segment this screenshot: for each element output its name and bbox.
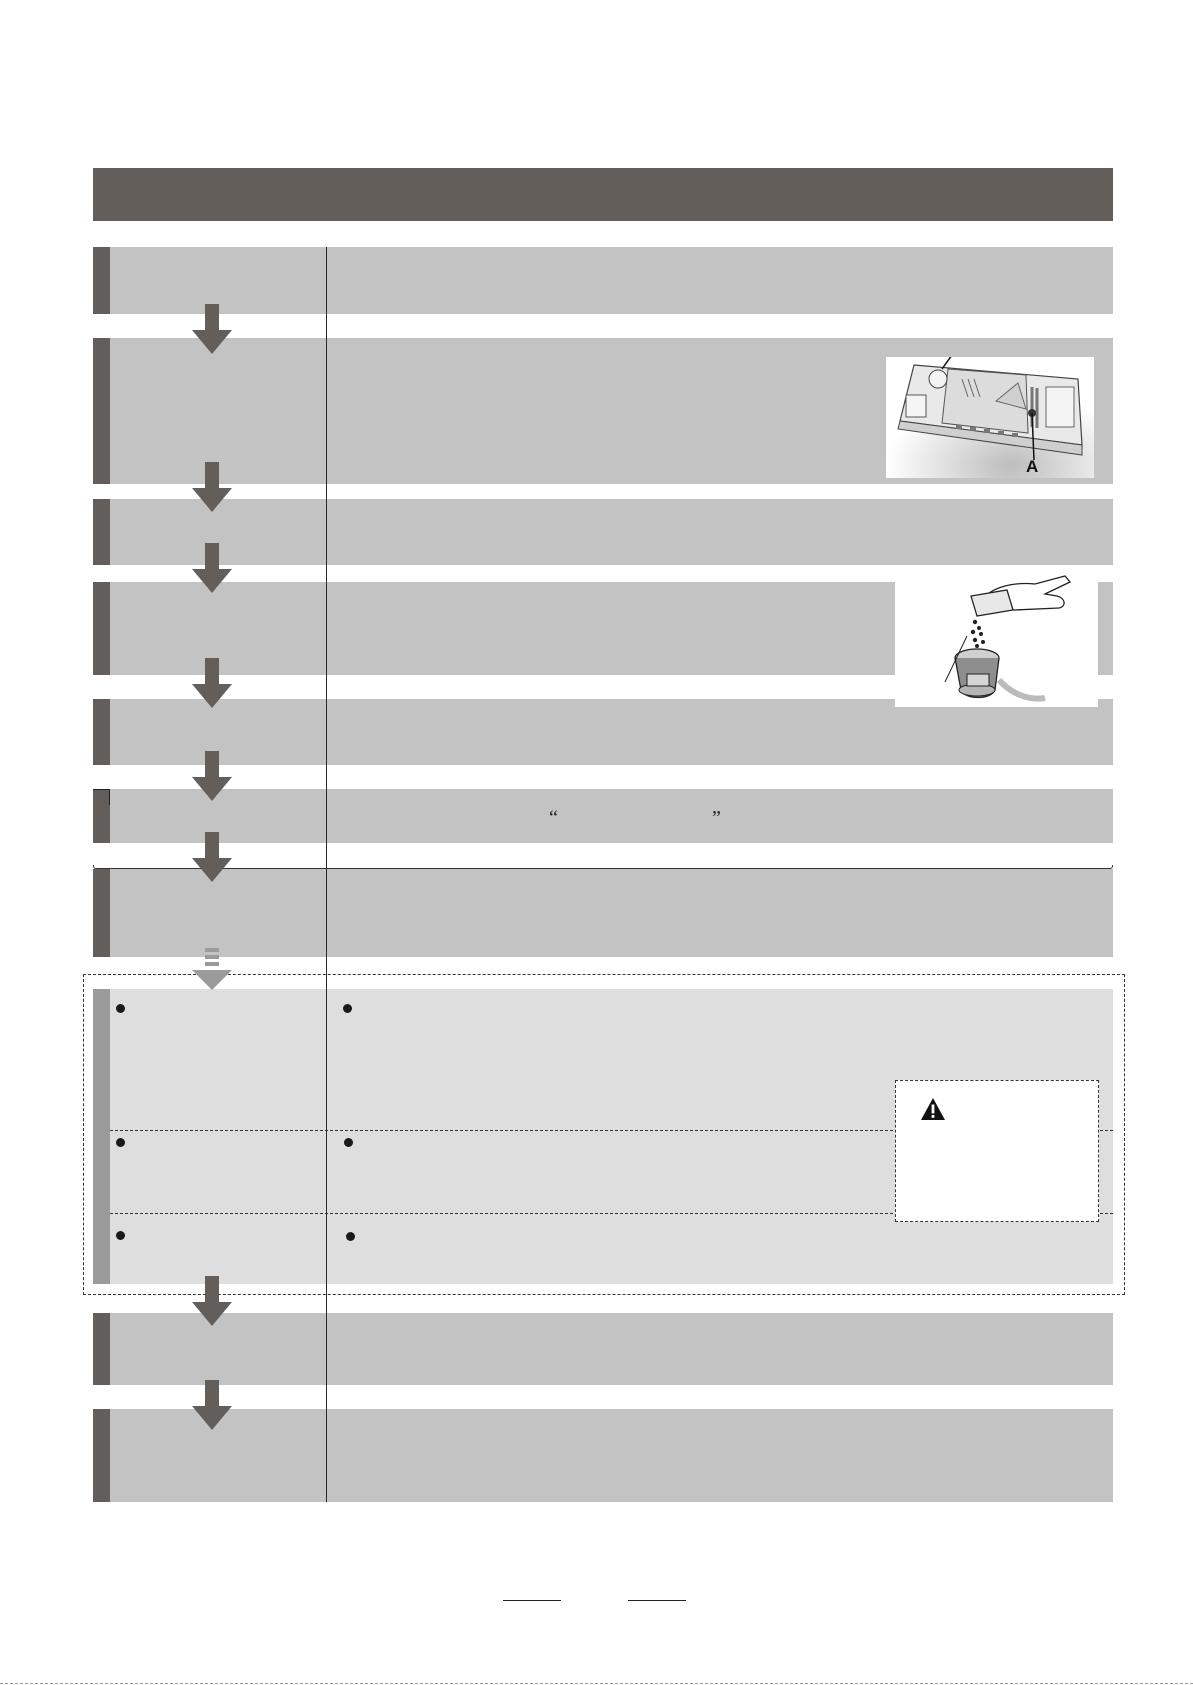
step-3-row	[93, 499, 1113, 565]
optional-arrow-down-icon	[192, 948, 232, 1000]
step-3-accent	[93, 499, 110, 565]
step-5-accent	[93, 699, 110, 765]
option-1-bullet-right	[343, 1004, 352, 1013]
filling-illustration	[895, 570, 1098, 707]
step-5-row	[93, 699, 1113, 765]
arrow-down-icon	[192, 751, 232, 803]
option-2-bullet-right	[344, 1138, 353, 1147]
page-bottom-edge	[0, 1683, 1193, 1684]
arrow-down-icon	[192, 304, 232, 356]
arrow-down-icon	[192, 658, 232, 710]
dispenser-illustration	[886, 357, 1094, 478]
arrow-down-icon	[192, 832, 232, 884]
footer-line-left	[503, 1600, 561, 1601]
optional-section-accent	[93, 989, 110, 1284]
step-8-accent	[93, 1313, 110, 1385]
arrow-down-icon	[192, 543, 232, 595]
section-header-bar	[93, 168, 1113, 221]
step-2-accent	[93, 338, 110, 484]
step-8-row	[93, 1313, 1113, 1385]
option-3-bullet-right	[346, 1232, 355, 1241]
option-1-bullet-left	[116, 1004, 125, 1013]
step-4-accent	[93, 582, 110, 675]
option-3-bullet-left	[116, 1231, 125, 1240]
step-1-row	[93, 247, 1113, 314]
step-9-row	[93, 1409, 1113, 1502]
step-7-accent	[93, 869, 110, 957]
pouring-hand-icon	[895, 570, 1098, 707]
column-divider	[326, 247, 327, 1502]
step-7-row	[93, 869, 1113, 957]
part-label-a: A	[1026, 457, 1039, 476]
open-quote: “	[549, 807, 558, 829]
arrow-down-icon	[192, 462, 232, 514]
footer-line-right	[628, 1600, 686, 1601]
warning-triangle-icon	[920, 1097, 946, 1121]
step-6-row	[93, 789, 1113, 843]
step-6-corner-mark	[93, 789, 110, 805]
detergent-dispenser-icon	[886, 357, 1094, 478]
step-9-accent	[93, 1409, 110, 1502]
arrow-down-icon	[192, 1276, 232, 1328]
option-2-bullet-left	[116, 1138, 125, 1147]
close-quote: ”	[712, 807, 721, 829]
warning-box	[895, 1080, 1099, 1222]
arrow-down-icon	[192, 1380, 232, 1432]
step-1-accent	[93, 247, 110, 314]
